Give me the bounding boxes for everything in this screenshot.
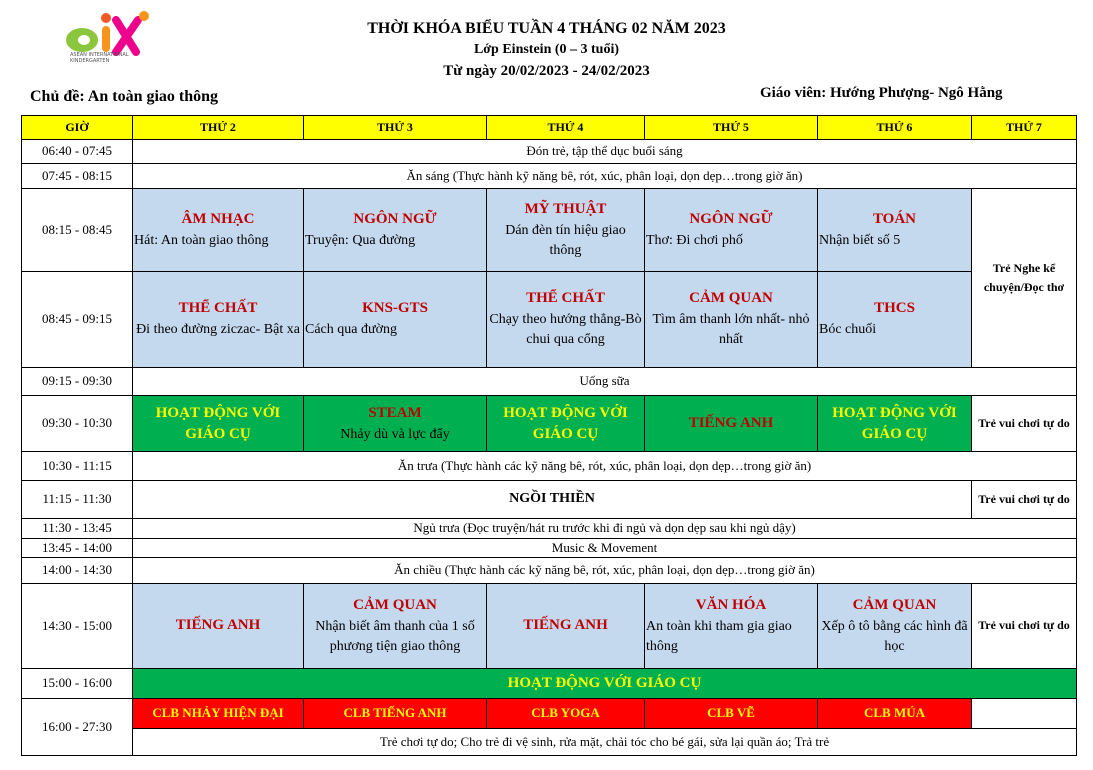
time-cell: 07:45 - 08:15 <box>22 164 133 189</box>
empty-cell <box>972 699 1077 729</box>
header-row <box>22 116 1077 140</box>
activity-cell: Ăn sáng (Thực hành kỹ năng bê, rót, xúc, phân loại, dọn dẹp…trong giờ ăn) <box>133 164 1077 189</box>
table-row <box>22 481 1077 519</box>
activity-cell: Ngủ trưa (Đọc truyện/hát ru trước khi đi ngủ và dọn dẹp sau khi ngủ dậy) <box>133 519 1077 539</box>
activity-category: VĂN HÓA <box>695 596 767 613</box>
activity-desc: Chạy theo hướng thẳng-Bò chui qua cổng <box>489 312 642 348</box>
activity-cell <box>487 584 645 669</box>
header-cell: THỨ 5 <box>645 116 818 140</box>
activity-cell <box>487 272 645 368</box>
table-row <box>22 452 1077 481</box>
date-range: Từ ngày 20/02/2023 - 24/02/2023 <box>443 63 650 79</box>
time-cell: 09:15 - 09:30 <box>22 368 133 396</box>
saturday-cell: Trẻ vui chơi tự do <box>972 584 1077 669</box>
activity-desc: An toàn khi tham gia giao thông <box>646 618 792 654</box>
table-row <box>22 669 1077 699</box>
activity-category: STEAM <box>368 404 422 421</box>
activity-desc: Nhảy dù và lực đẩy <box>340 426 450 442</box>
activity-cell: Trẻ chơi tự do; Cho trẻ đi vệ sinh, rửa mặt, chải tóc cho bé gái, sửa lại quần áo; Trả trẻ <box>133 729 1077 756</box>
header-cell: THỨ 2 <box>133 116 304 140</box>
activity-category: NGÔN NGỮ <box>689 210 773 227</box>
activity-category: TIẾNG ANH <box>523 617 608 634</box>
time-cell: 16:00 - 27:30 <box>22 699 133 756</box>
time-cell: 14:30 - 15:00 <box>22 584 133 669</box>
activity-cell <box>133 584 304 669</box>
activity-cell: Đón trẻ, tập thể dục buổi sáng <box>133 140 1077 164</box>
table-row <box>22 272 1077 368</box>
activity-category: TIẾNG ANH <box>688 415 774 431</box>
time-cell: 13:45 - 14:00 <box>22 539 133 558</box>
activity-desc: Cách qua đường <box>305 322 397 338</box>
table-row <box>22 584 1077 669</box>
header-cell: THỨ 7 <box>972 116 1077 140</box>
schedule-title: THỜI KHÓA BIỂU TUẦN 4 THÁNG 02 NĂM 2023 <box>367 20 726 37</box>
activity-cell: Ăn chiều (Thực hành các kỹ năng bê, rót, xúc, phân loại, dọn dẹp…trong giờ ăn) <box>133 558 1077 584</box>
header-cell: THỨ 3 <box>304 116 487 140</box>
activity-cell <box>304 272 487 368</box>
activity-cell: HOẠT ĐỘNG VỚI GIÁO CỤ <box>133 396 304 452</box>
activity-cell <box>645 396 818 452</box>
activity-desc: Nhận biết số 5 <box>819 232 901 248</box>
activity-desc: Tìm âm thanh lớn nhất- nhỏ nhất <box>652 312 810 348</box>
activity-cell: HOẠT ĐỘNG VỚI GIÁO CỤ <box>818 396 972 452</box>
activity-desc: Bóc chuối <box>819 322 877 338</box>
table-row <box>22 140 1077 164</box>
saturday-cell: Trẻ vui chơi tự do <box>972 396 1077 452</box>
time-cell: 10:30 - 11:15 <box>22 452 133 481</box>
activity-category: THỂ CHẤT <box>526 290 605 307</box>
activity-category: THCS <box>874 300 915 317</box>
header-cell: THỨ 4 <box>487 116 645 140</box>
teachers: Giáo viên: Hướng Phượng- Ngô Hằng <box>760 85 1003 101</box>
activity-cell: Ăn trưa (Thực hành các kỹ năng bê, rót, xúc, phân loại, dọn dẹp…trong giờ ăn) <box>133 452 1077 481</box>
activity-cell <box>818 584 972 669</box>
timetable <box>21 115 1077 756</box>
header-cell: THỨ 6 <box>818 116 972 140</box>
topic: Chủ đề: An toàn giao thông <box>30 88 219 105</box>
activity-category: CẢM QUAN <box>689 290 773 307</box>
activity-desc: Đi theo đường ziczac- Bật xa <box>136 322 300 338</box>
time-cell: 09:30 - 10:30 <box>22 396 133 452</box>
club-cell: CLB MÚA <box>818 699 972 729</box>
club-cell: CLB TIẾNG ANH <box>304 699 487 729</box>
activity-category: MỸ THUẬT <box>524 200 607 217</box>
table-row <box>22 729 1077 756</box>
activity-cell <box>645 189 818 272</box>
club-cell: CLB NHẢY HIỆN ĐẠI <box>133 699 304 729</box>
activity-desc: Xếp ô tô bằng các hình đã học <box>821 618 968 654</box>
table-row <box>22 189 1077 272</box>
activity-cell <box>645 272 818 368</box>
logo-sub1: ASEAN INTERNATIONAL <box>70 52 129 58</box>
time-cell: 11:15 - 11:30 <box>22 481 133 519</box>
club-cell: CLB YOGA <box>487 699 645 729</box>
table-row <box>22 368 1077 396</box>
activity-category: CẢM QUAN <box>852 596 937 613</box>
saturday-cell: Trẻ Nghe kể chuyện/Đọc thơ <box>972 189 1077 368</box>
activity-cell <box>133 189 304 272</box>
saturday-cell: Trẻ vui chơi tự do <box>972 481 1077 519</box>
activity-category: THỂ CHẤT <box>178 300 258 317</box>
activity-desc: Dán đèn tín hiệu giao thông <box>505 222 626 258</box>
activity-desc: Thơ: Đi chơi phố <box>646 232 743 248</box>
activity-cell: HOẠT ĐỘNG VỚI GIÁO CỤ <box>133 669 1077 699</box>
table-row <box>22 396 1077 452</box>
activity-cell <box>133 272 304 368</box>
activity-category: TIẾNG ANH <box>175 617 261 634</box>
activity-category: CẢM QUAN <box>353 596 437 613</box>
activity-category: KNS-GTS <box>362 300 428 317</box>
activity-cell: Music & Movement <box>133 539 1077 558</box>
time-cell: 11:30 - 13:45 <box>22 519 133 539</box>
activity-category: TOÁN <box>872 210 917 227</box>
time-cell: 06:40 - 07:45 <box>22 140 133 164</box>
club-cell: CLB VẼ <box>645 699 818 729</box>
activity-cell <box>487 189 645 272</box>
table-row <box>22 539 1077 558</box>
table-row <box>22 519 1077 539</box>
table-row <box>22 699 1077 729</box>
time-cell: 08:45 - 09:15 <box>22 272 133 368</box>
activity-desc: Truyện: Qua đường <box>305 232 416 248</box>
activity-cell <box>645 584 818 669</box>
activity-category: ÂM NHẠC <box>181 210 255 227</box>
activity-category: NGÔN NGỮ <box>353 210 437 227</box>
activity-cell <box>304 584 487 669</box>
time-cell: 08:15 - 08:45 <box>22 189 133 272</box>
time-cell: 15:00 - 16:00 <box>22 669 133 699</box>
table-row <box>22 164 1077 189</box>
activity-cell <box>304 189 487 272</box>
activity-cell: HOẠT ĐỘNG VỚI GIÁO CỤ <box>487 396 645 452</box>
activity-desc: Nhận biết âm thanh của 1 số phương tiện giao thông <box>315 618 475 654</box>
time-cell: 14:00 - 14:30 <box>22 558 133 584</box>
table-row <box>22 558 1077 584</box>
activity-cell: Uống sữa <box>133 368 1077 396</box>
activity-desc: Hát: An toàn giao thông <box>134 232 269 248</box>
logo-sub2: KINDERGARTEN <box>70 58 110 64</box>
class-line: Lớp Einstein (0 – 3 tuổi) <box>473 42 620 57</box>
activity-cell <box>818 272 972 368</box>
activity-cell: NGỒI THIỀN <box>133 481 972 519</box>
activity-cell <box>818 189 972 272</box>
activity-cell <box>304 396 487 452</box>
header-cell: GIỜ <box>22 116 133 140</box>
